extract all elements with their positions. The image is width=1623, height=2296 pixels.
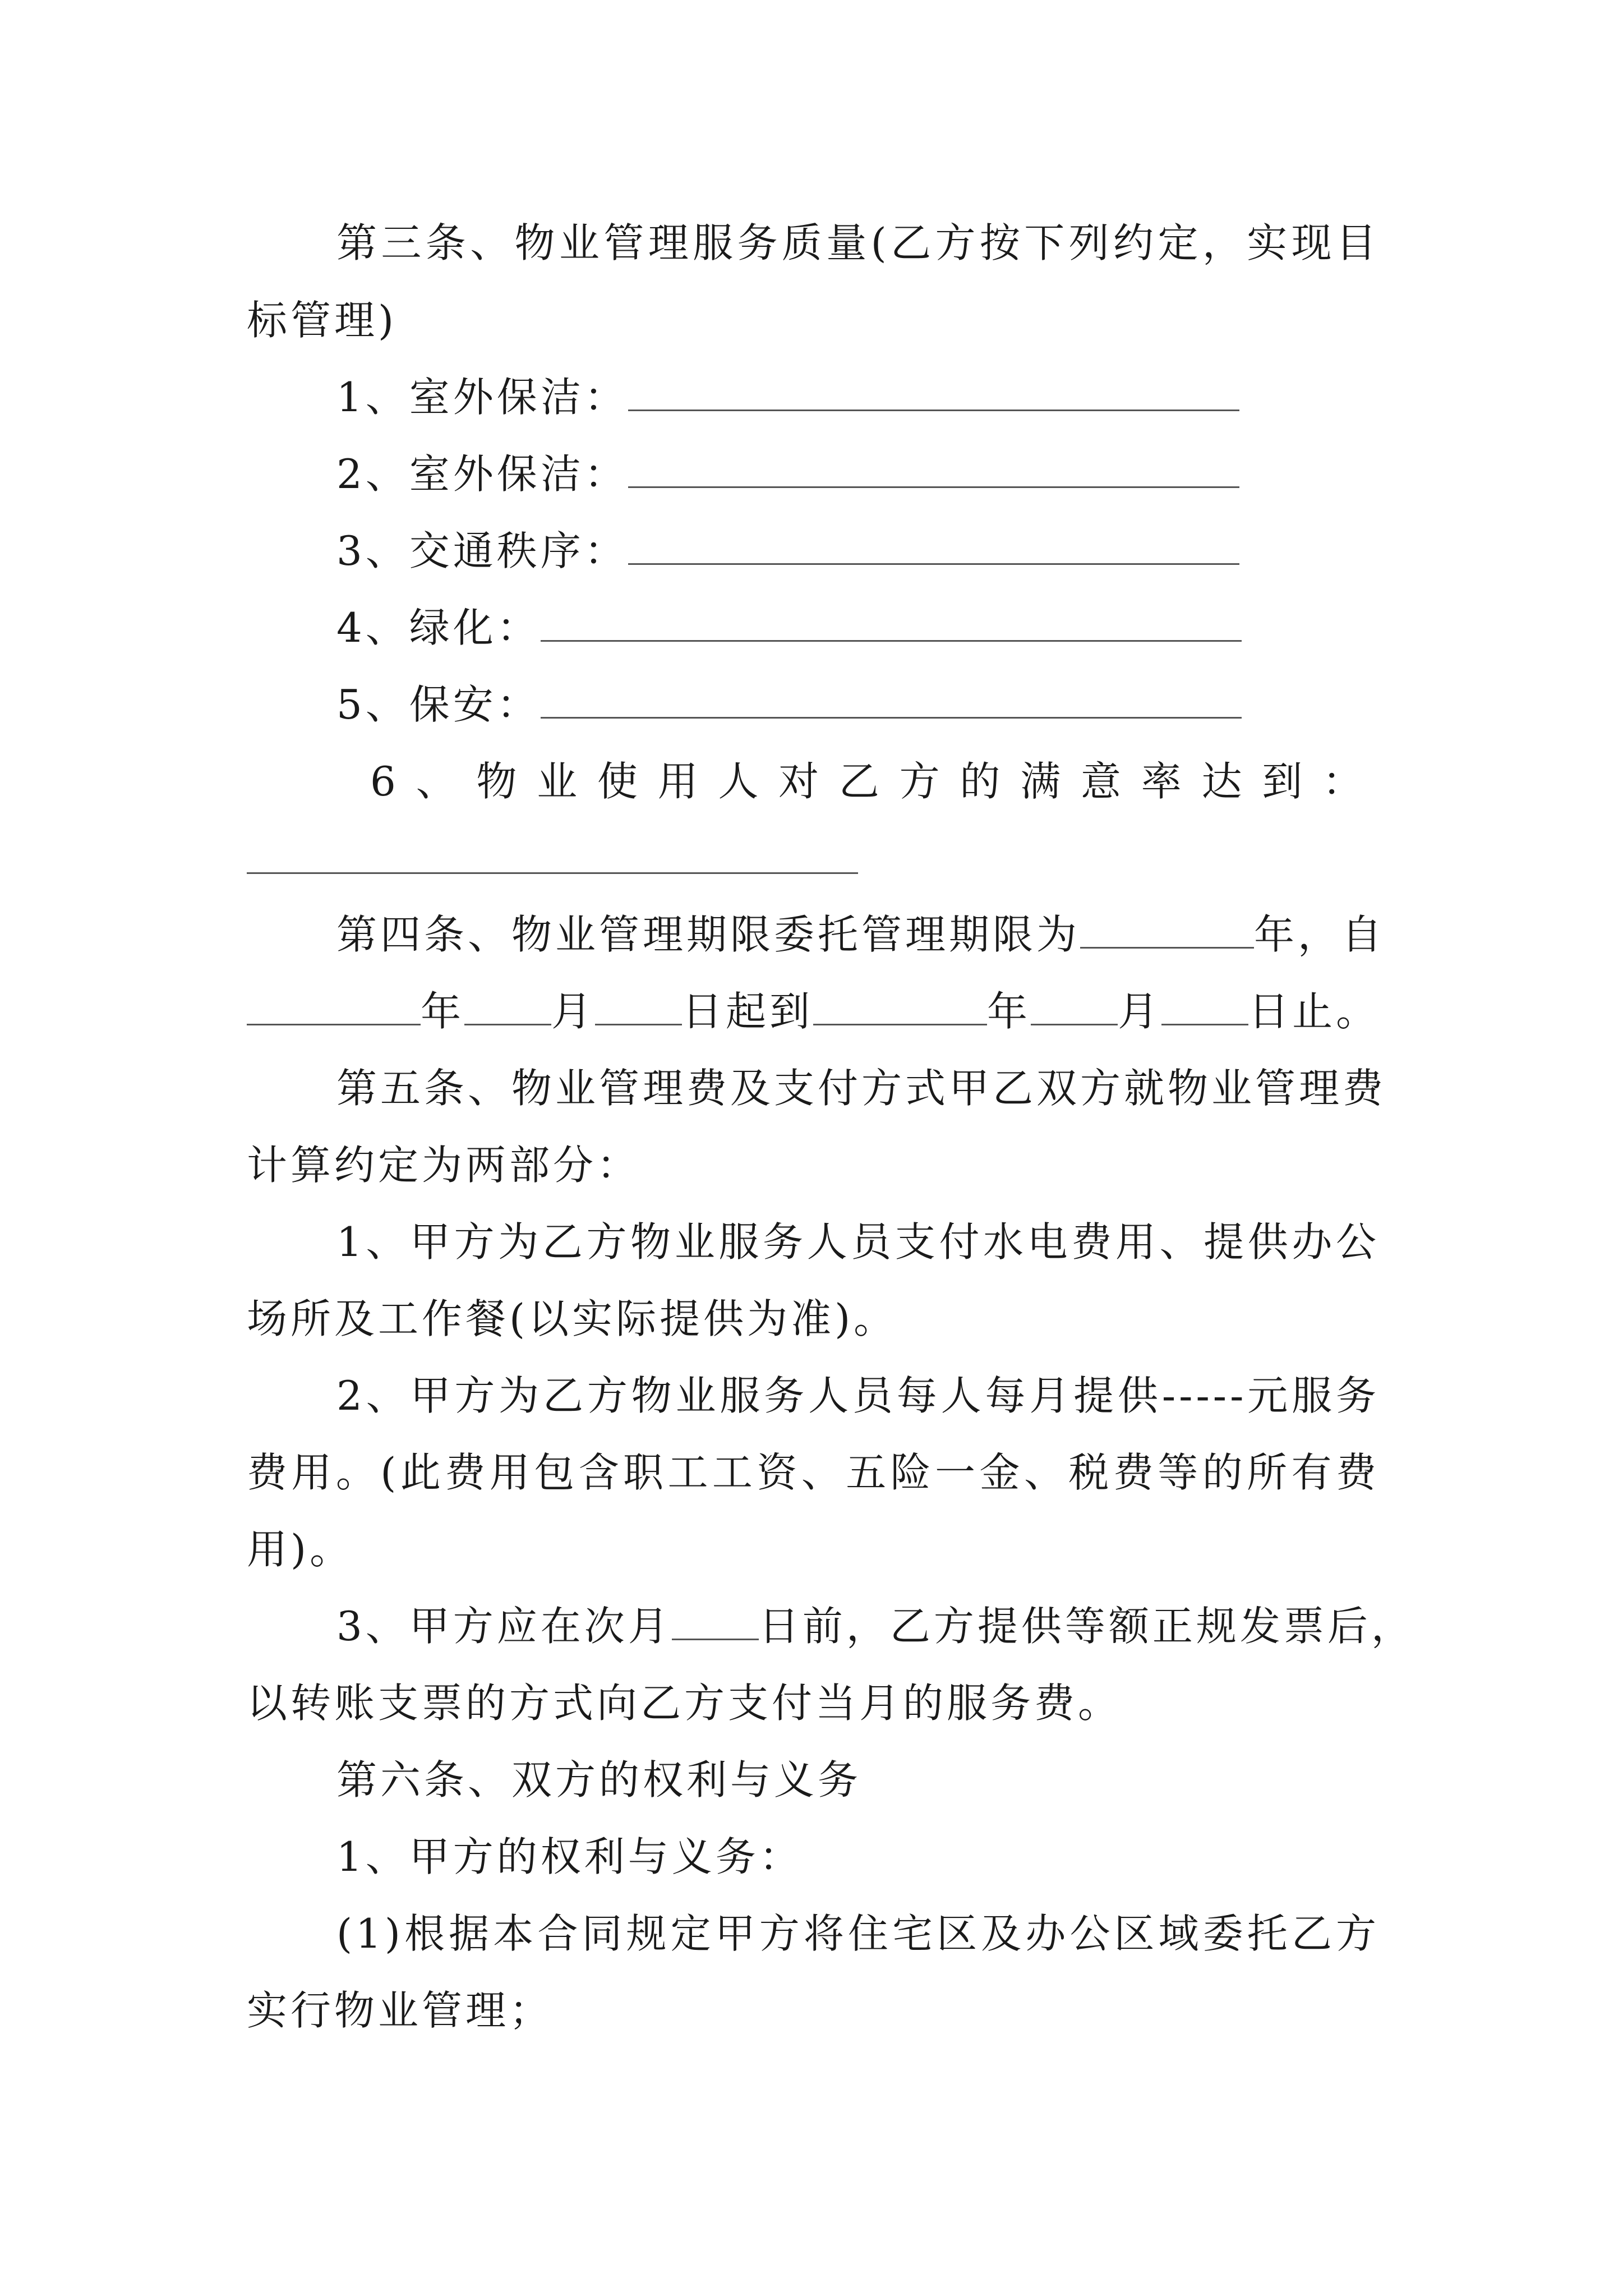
fill-blank [1031, 989, 1118, 1025]
item-label: 1、室外保洁： [336, 374, 628, 421]
fill-blank [247, 872, 858, 874]
article5-text: 日前，乙方提供等额正规发票后， [758, 1603, 1415, 1650]
article5-text: 3、甲方应在次月 [336, 1603, 672, 1650]
article4-line2 [247, 983, 1380, 1039]
article4-line1 [336, 907, 1386, 963]
fill-blank [628, 375, 1239, 411]
fill-blank [247, 989, 421, 1025]
day-label: 日止。 [1248, 988, 1380, 1035]
fill-blank [1161, 989, 1248, 1025]
fill-blank [628, 452, 1239, 488]
article6-p1-line1: (1)根据本合同规定甲方将住宅区及办公区域委托乙方 [336, 1910, 1380, 1957]
fill-blank [1080, 912, 1254, 949]
article5-item2-line3: 用)。 [247, 1526, 354, 1573]
article3-heading-line1: 第三条、物业管理服务质量(乙方按下列约定，实现目 [336, 219, 1380, 266]
article6-p1-line2: 实行物业管理； [247, 1987, 554, 2034]
article5-item2-line2: 费用。(此费用包含职工工资、五险一金、税费等的所有费 [247, 1449, 1380, 1496]
article3-item-1 [336, 369, 1380, 425]
article5-heading-line1: 第五条、物业管理费及支付方式甲乙双方就物业管理费 [336, 1065, 1387, 1112]
fill-blank [541, 682, 1242, 719]
article3-item-6: 6、物业使用人对乙方的满意率达到： [370, 758, 1374, 805]
article3-heading-line2: 标管理) [247, 297, 398, 344]
year-label: 年 [987, 988, 1031, 1035]
article3-item-2 [336, 446, 1380, 502]
day-label: 日起到 [682, 988, 814, 1035]
fill-blank [628, 528, 1239, 565]
article5-item2-line1: 2、甲方为乙方物业服务人员每人每月提供-----元服务 [336, 1372, 1380, 1419]
article5-item1-line1: 1、甲方为乙方物业服务人员支付水电费用、提供办公 [336, 1218, 1380, 1266]
fill-blank [595, 989, 682, 1025]
fill-blank [813, 989, 987, 1025]
article5-item1-line2: 场所及工作餐(以实际提供为准)。 [247, 1295, 898, 1342]
article5-heading-line2: 计算约定为两部分： [247, 1142, 641, 1189]
item-label: 5、保安： [336, 681, 541, 728]
article6-sub1: 1、甲方的权利与义务： [336, 1833, 803, 1880]
fill-blank [541, 605, 1242, 642]
article5-item3-line1 [336, 1598, 1415, 1654]
item-label: 2、室外保洁： [336, 450, 628, 498]
month-label: 月 [1118, 988, 1162, 1035]
fill-blank [672, 1604, 759, 1640]
month-label: 月 [551, 988, 596, 1035]
article5-item3-line2: 以转账支票的方式向乙方支付当月的服务费。 [247, 1680, 1122, 1727]
article3-item-3 [336, 523, 1380, 579]
article4-text: 年，自 [1254, 911, 1386, 958]
article3-item-5 [336, 677, 1380, 733]
article3-item-4 [336, 600, 1380, 656]
item-label: 4、绿化： [336, 604, 541, 651]
fill-blank [464, 989, 551, 1025]
item-label: 3、交通秩序： [336, 527, 628, 574]
year-label: 年 [421, 988, 465, 1035]
article4-text: 第四条、物业管理期限委托管理期限为 [336, 911, 1081, 958]
article6-heading: 第六条、双方的权利与义务 [336, 1756, 862, 1803]
